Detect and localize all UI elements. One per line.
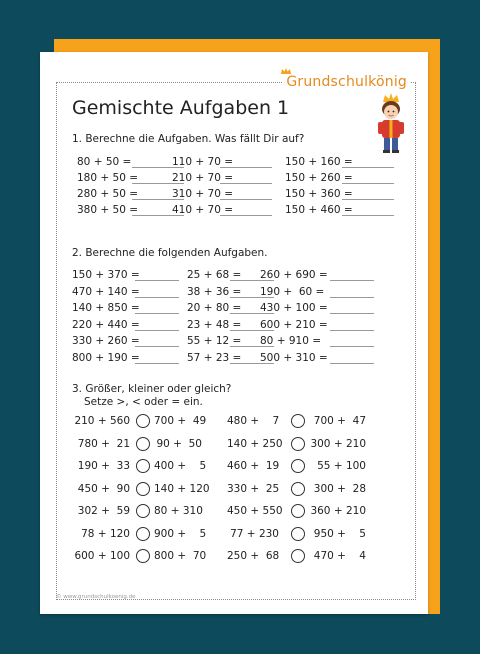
exercise-text: 260 + 690 =	[260, 269, 328, 281]
worksheet-page	[40, 52, 428, 614]
comparison-circle[interactable]	[291, 459, 305, 473]
comparison-left: 450 + 90	[77, 482, 130, 495]
comparison-right: 140 + 120	[154, 482, 210, 495]
comparison-circle[interactable]	[136, 459, 150, 473]
exercise-text: 500 + 310 =	[260, 351, 328, 364]
answer-line[interactable]	[330, 330, 374, 331]
exercise-text: 140 + 850 =	[72, 302, 140, 314]
comparison-right: 55 + 100	[317, 460, 366, 472]
answer-line[interactable]	[330, 297, 374, 298]
brand-name: Grundschulkönig	[286, 74, 407, 90]
comparison-circle[interactable]	[291, 549, 305, 563]
answer-line[interactable]	[342, 183, 394, 184]
comparison-left: 450 + 550	[227, 505, 283, 517]
section-1-heading: 1. Berechne die Aufgaben. Was fällt Dir auf?	[72, 133, 305, 145]
exercise-text: 80 + 910 =	[260, 335, 322, 347]
comparison-circle[interactable]	[136, 482, 150, 496]
answer-line[interactable]	[330, 280, 374, 281]
comparison-left: 210 + 560	[74, 415, 130, 427]
exercise-text: 38 + 36 =	[187, 285, 242, 298]
exercise-text: 410 + 70 =	[172, 204, 234, 216]
crown-icon	[281, 68, 291, 74]
comparison-left: 302 + 59	[77, 505, 130, 517]
comparison-circle[interactable]	[136, 504, 150, 518]
exercise-text: 220 + 440 =	[72, 318, 140, 331]
comparison-circle[interactable]	[136, 437, 150, 451]
comparison-circle[interactable]	[291, 414, 305, 428]
comparison-right: 300 + 28	[313, 482, 366, 495]
king-mascot-icon	[374, 92, 408, 156]
exercise-text: 800 + 190 =	[72, 351, 140, 364]
exercise-text: 150 + 460 =	[285, 204, 353, 216]
comparison-left: 780 + 21	[77, 437, 130, 450]
exercise-text: 55 + 12 =	[187, 335, 242, 347]
exercise-text: 600 + 210 =	[260, 318, 328, 331]
comparison-circle[interactable]	[291, 482, 305, 496]
answer-line[interactable]	[342, 199, 394, 200]
exercise-text: 150 + 360 =	[285, 188, 353, 200]
comparison-left: 330 + 25	[227, 482, 280, 495]
section-3-heading: 3. Größer, kleiner oder gleich?	[72, 383, 232, 395]
comparison-right: 700 + 49	[154, 415, 207, 427]
answer-line[interactable]	[342, 167, 394, 168]
answer-line[interactable]	[342, 215, 394, 216]
exercise-text: 380 + 50 =	[77, 204, 139, 216]
comparison-circle[interactable]	[136, 414, 150, 428]
comparison-right: 300 + 210	[310, 437, 366, 450]
comparison-left: 480 + 7	[227, 415, 280, 427]
comparison-circle[interactable]	[291, 527, 305, 541]
answer-line[interactable]	[330, 313, 374, 314]
comparison-right: 700 + 47	[313, 415, 366, 427]
answer-line[interactable]	[220, 199, 272, 200]
comparison-left: 190 + 33	[77, 460, 130, 472]
answer-line[interactable]	[220, 183, 272, 184]
answer-line[interactable]	[135, 346, 179, 347]
comparison-circle[interactable]	[136, 527, 150, 541]
section-2-heading: 2. Berechne die folgenden Aufgaben.	[72, 247, 268, 259]
exercise-text: 470 + 140 =	[72, 285, 140, 298]
comparison-right: 950 + 5	[313, 527, 366, 540]
comparison-right: 400 + 5	[154, 460, 207, 472]
exercise-text: 150 + 160 =	[285, 156, 353, 168]
exercise-text: 20 + 80 =	[187, 302, 242, 314]
answer-line[interactable]	[330, 346, 374, 347]
comparison-circle[interactable]	[291, 437, 305, 451]
brand-logo	[283, 74, 410, 90]
comparison-right: 90 + 50	[156, 437, 202, 450]
comparison-left: 77 + 230	[230, 527, 279, 540]
exercise-text: 110 + 70 =	[172, 156, 234, 168]
comparison-right: 900 + 5	[154, 527, 207, 540]
exercise-text: 25 + 68 =	[187, 269, 242, 281]
answer-line[interactable]	[135, 313, 179, 314]
exercise-text: 150 + 260 =	[285, 172, 353, 184]
exercise-text: 280 + 50 =	[77, 188, 139, 200]
comparison-circle[interactable]	[136, 549, 150, 563]
answer-line[interactable]	[135, 330, 179, 331]
comparison-right: 360 + 210	[310, 505, 366, 517]
comparison-left: 78 + 120	[81, 527, 130, 540]
footer-copyright: © www.grundschulkoenig.de	[56, 594, 136, 600]
comparison-right: 80 + 310	[154, 505, 203, 517]
answer-line[interactable]	[220, 167, 272, 168]
exercise-text: 57 + 23 =	[187, 351, 242, 364]
comparison-left: 600 + 100	[74, 550, 130, 562]
comparison-left: 140 + 250	[227, 437, 283, 450]
comparison-circle[interactable]	[291, 504, 305, 518]
exercise-text: 190 + 60 =	[260, 285, 325, 298]
exercise-text: 330 + 260 =	[72, 335, 140, 347]
exercise-text: 150 + 370 =	[72, 269, 140, 281]
section-3-subheading: Setze >, < oder = ein.	[84, 396, 203, 408]
answer-line[interactable]	[220, 215, 272, 216]
page-title: Gemischte Aufgaben 1	[72, 97, 290, 119]
exercise-text: 180 + 50 =	[77, 172, 139, 184]
exercise-text: 430 + 100 =	[260, 302, 328, 314]
comparison-left: 460 + 19	[227, 460, 280, 472]
comparison-right: 800 + 70	[154, 550, 207, 562]
exercise-text: 210 + 70 =	[172, 172, 234, 184]
exercise-text: 23 + 48 =	[187, 318, 242, 331]
comparison-right: 470 + 4	[313, 550, 366, 562]
answer-line[interactable]	[135, 280, 179, 281]
answer-line[interactable]	[330, 363, 374, 364]
answer-line[interactable]	[135, 363, 179, 364]
comparison-left: 250 + 68	[227, 550, 280, 562]
answer-line[interactable]	[135, 297, 179, 298]
exercise-text: 310 + 70 =	[172, 188, 234, 200]
exercise-text: 80 + 50 =	[77, 156, 132, 168]
